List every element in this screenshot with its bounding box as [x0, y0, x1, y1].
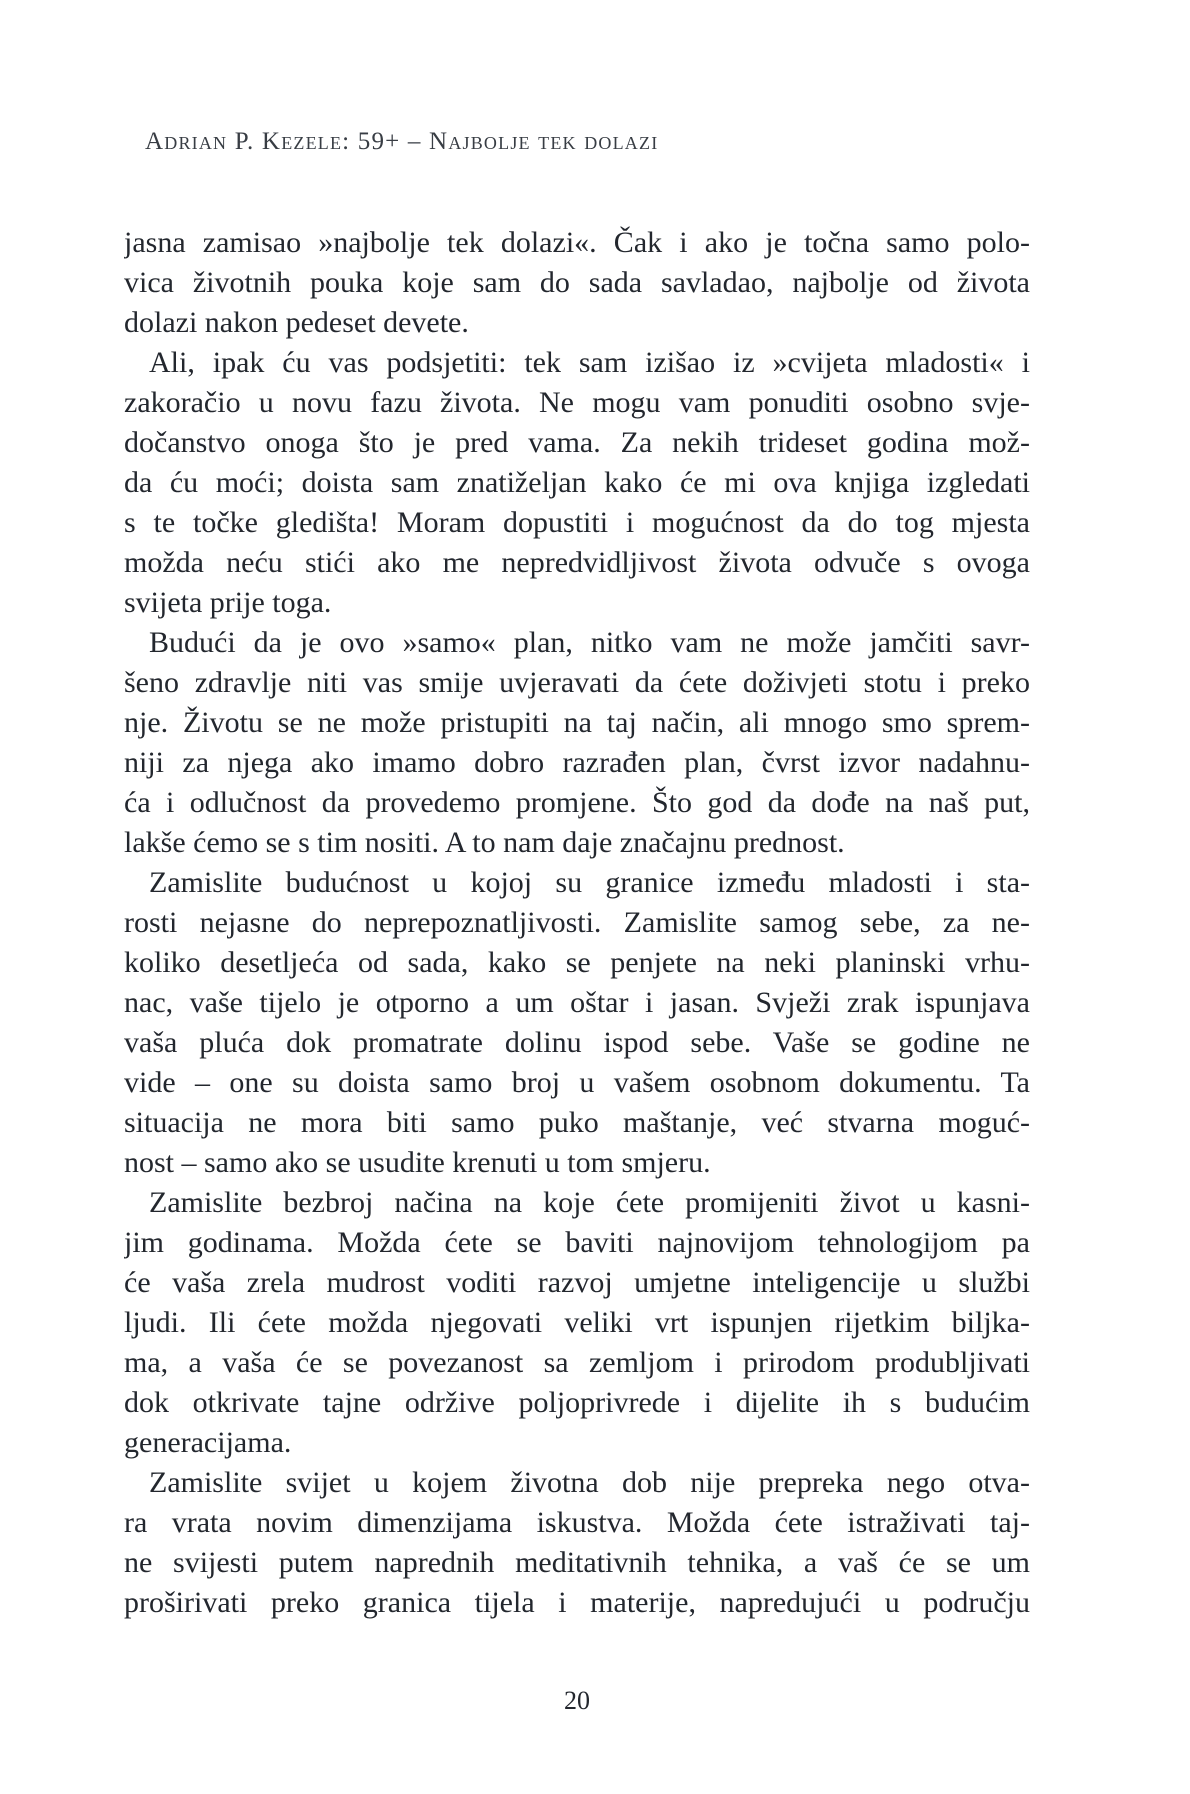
text-line: vaša pluća dok promatrate dolinu ispod sebe. Vaše se godine ne [124, 1026, 1030, 1059]
paragraph [124, 1463, 1030, 1623]
text-line: nje. Životu se ne može pristupiti na taj način, ali mnogo smo sprem- [124, 706, 1030, 739]
text-line: će vaša zrela mudrost voditi razvoj umjetne inteligencije u službi [124, 1266, 1030, 1299]
text-line: rosti nejasne do neprepoznatljivosti. Zamislite samog sebe, za ne- [124, 906, 1030, 939]
page-number: 20 [564, 1686, 590, 1715]
paragraph [124, 863, 1030, 1183]
text-line: ra vrata novim dimenzijama iskustva. Možda ćete istraživati taj- [124, 1506, 1030, 1539]
text-line: lakše ćemo se s tim nositi. A to nam daje značajnu prednost. [124, 826, 845, 859]
text-line: Budući da je ovo »samo« plan, nitko vam ne može jamčiti savr- [149, 626, 1030, 659]
running-header: Adrian P. Kezele: 59+ – Najbolje tek dolazi [145, 128, 659, 155]
text-line: dočanstvo onoga što je pred vama. Za nekih trideset godina mož- [124, 426, 1030, 459]
text-line: ća i odlučnost da provedemo promjene. Što god da dođe na naš put, [124, 786, 1030, 819]
text-line: niji za njega ako imamo dobro razrađen plan, čvrst izvor nadahnu- [124, 746, 1030, 779]
text-line: jim godinama. Možda ćete se baviti najnovijom tehnologijom pa [124, 1226, 1030, 1259]
text-line: ma, a vaša će se povezanost sa zemljom i prirodom produbljivati [124, 1346, 1030, 1379]
text-line: nac, vaše tijelo je otporno a um oštar i jasan. Svježi zrak ispunjava [124, 986, 1030, 1019]
text-line: dok otkrivate tajne održive poljoprivrede i dijelite ih s budućim [124, 1386, 1030, 1419]
text-line: Zamislite budućnost u kojoj su granice između mladosti i sta- [149, 866, 1030, 899]
text-line: dolazi nakon pedeset devete. [124, 306, 469, 339]
paragraph [124, 343, 1030, 623]
text-line: generacijama. [124, 1426, 292, 1459]
text-line: situacija ne mora biti samo puko maštanje, već stvarna moguć- [124, 1106, 1030, 1139]
text-line: svijeta prije toga. [124, 586, 332, 619]
text-line: ne svijesti putem naprednih meditativnih tehnika, a vaš će se um [124, 1546, 1030, 1579]
text-line: s te točke gledišta! Moram dopustiti i mogućnost da do tog mjesta [124, 506, 1030, 539]
text-line: zakoračio u novu fazu života. Ne mogu vam ponuditi osobno svje- [124, 386, 1030, 419]
text-line: Ali, ipak ću vas podsjetiti: tek sam izišao iz »cvijeta mladosti« i [149, 346, 1030, 379]
body-text [124, 223, 1030, 1623]
text-line: Zamislite bezbroj načina na koje ćete promijeniti život u kasni- [149, 1186, 1030, 1219]
text-line: vide – one su doista samo broj u vašem osobnom dokumentu. Ta [124, 1066, 1030, 1099]
text-line: nost – samo ako se usudite krenuti u tom smjeru. [124, 1146, 711, 1179]
text-line: proširivati preko granica tijela i materije, napredujući u području [124, 1586, 1030, 1619]
paragraph [124, 1183, 1030, 1463]
paragraph [124, 623, 1030, 863]
text-line: vica životnih pouka koje sam do sada savladao, najbolje od života [124, 266, 1030, 299]
text-line: Zamislite svijet u kojem životna dob nije prepreka nego otva- [149, 1466, 1030, 1499]
text-line: šeno zdravlje niti vas smije uvjeravati da ćete doživjeti stotu i preko [124, 666, 1030, 699]
paragraph [124, 223, 1030, 343]
text-line: možda neću stići ako me nepredvidljivost života odvuče s ovoga [124, 546, 1030, 579]
text-line: jasna zamisao »najbolje tek dolazi«. Čak i ako je točna samo polo- [124, 226, 1030, 259]
text-line: ljudi. Ili ćete možda njegovati veliki vrt ispunjen rijetkim biljka- [124, 1306, 1030, 1339]
text-line: koliko desetljeća od sada, kako se penjete na neki planinski vrhu- [124, 946, 1030, 979]
text-line: da ću moći; doista sam znatiželjan kako će mi ova knjiga izgledati [124, 466, 1030, 499]
